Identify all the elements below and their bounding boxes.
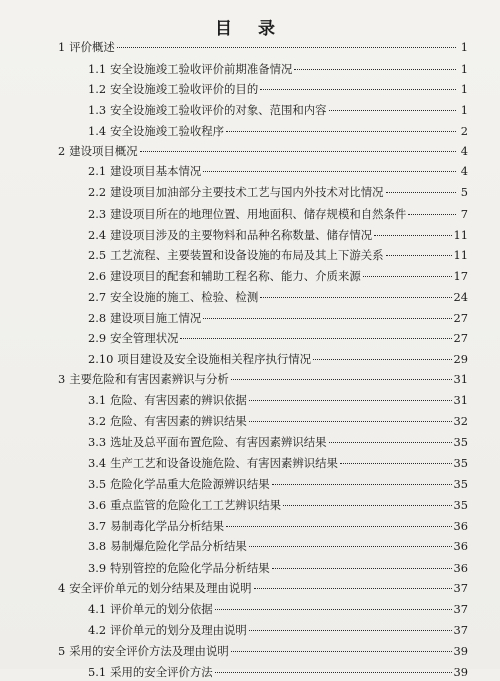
dot-leader [386,255,452,256]
toc-entry-title: 评价概述 [69,40,115,54]
dot-leader [272,568,452,569]
toc-page-number: 37 [453,602,468,616]
toc-chapter-entry [58,579,468,597]
toc-entry-title: 评价单元的划分及理由说明 [110,623,247,637]
toc-entry-number: 3.8 [88,539,107,553]
toc-entry-title: 安全设施竣工验收评价的目的 [110,82,259,96]
toc-section-entry [88,288,468,306]
toc-section-entry [88,162,468,180]
toc-section-entry [88,412,468,430]
dot-leader [215,609,452,610]
toc-section-entry [88,454,468,472]
toc-section-entry [88,183,468,201]
toc-entry-number: 3.7 [88,519,107,533]
toc-page-number: 1 [460,82,468,96]
toc-page-number: 39 [453,665,468,679]
toc-entry-number: 4 [58,581,66,595]
toc-page-number: 4 [460,164,468,178]
toc-entry-title: 危险、有害因素的辨识结果 [110,414,247,428]
toc-page-number: 37 [453,581,468,595]
dot-leader [272,484,452,485]
dot-leader [215,672,452,673]
dot-leader [254,588,452,589]
toc-entry-title: 主要危险和有害因素辨识与分析 [69,372,229,386]
toc-entry-number: 5.1 [88,665,107,679]
toc-entry-title: 建设项目所在的地理位置、用地面积、储存规模和自然条件 [110,207,407,221]
toc-entry-title: 评价单元的划分依据 [110,602,213,616]
dot-leader [374,235,451,236]
toc-page-number: 5 [460,185,468,199]
toc-section-entry [88,205,468,223]
dot-leader [329,442,452,443]
toc-page-number: 24 [453,290,468,304]
toc-entry-title: 建设项目加油部分主要技术工艺与国内外技术对比情况 [110,185,384,199]
toc-chapter-entry [58,142,468,160]
toc-page-number: 2 [460,124,468,138]
toc-page-number: 11 [453,248,468,262]
toc-entry-number: 2.4 [88,228,107,242]
dot-leader [140,151,456,152]
toc-chapter-entry [58,38,468,56]
toc-entry-title: 建设项目概况 [69,144,138,158]
toc-chapter-entry [58,642,468,660]
toc-page-number: 35 [453,456,468,470]
toc-entry-title: 重点监管的危险化工工艺辨识结果 [110,498,281,512]
toc-page-number: 17 [453,269,468,283]
toc-entry-number: 4.2 [88,623,107,637]
dot-leader [329,110,456,111]
dot-leader [117,47,456,48]
toc-entry-number: 3 [58,372,66,386]
toc-section-entry [88,101,468,119]
toc-page-number: 29 [453,352,468,366]
toc-entry-title: 安全评价单元的划分结果及理由说明 [69,581,252,595]
toc-entry-title: 项目建设及安全设施相关程序执行情况 [117,352,312,366]
toc-entry-title: 建设项目的配套和辅助工程名称、能力、介质来源 [110,269,361,283]
dot-leader [283,505,452,506]
dot-leader [249,630,452,631]
toc-entry-title: 建设项目基本情况 [110,164,202,178]
toc-section-entry [88,517,468,535]
toc-entry-title: 安全设施竣工验收评价的对象、范围和内容 [110,103,327,117]
toc-page-number: 36 [453,539,468,553]
toc-page-number: 1 [460,62,468,76]
toc-entry-number: 3.5 [88,477,107,491]
dot-leader [231,651,452,652]
dot-leader [386,192,456,193]
dot-leader [249,546,452,547]
toc-section-entry [88,433,468,451]
toc-entry-number: 2.10 [88,352,114,366]
toc-entry-number: 2.2 [88,185,107,199]
toc-entry-title: 安全设施的施工、检验、检测 [110,290,259,304]
toc-entry-number: 3.3 [88,435,107,449]
toc-entry-title: 安全设施竣工验收评价前期准备情况 [110,62,293,76]
toc-entry-number: 2.5 [88,248,107,262]
dot-leader [249,400,452,401]
toc-entry-title: 安全管理状况 [110,331,179,345]
toc-page-number: 27 [453,331,468,345]
toc-section-entry [88,60,468,78]
toc-entry-title: 采用的安全评价方法及理由说明 [69,644,229,658]
toc-entry-title: 危险化学品重大危险源辨识结果 [110,477,270,491]
toc-section-entry [88,600,468,618]
toc-entry-number: 2.6 [88,269,107,283]
dot-leader [363,276,452,277]
toc-entry-number: 3.2 [88,414,107,428]
toc-entry-title: 易制毒化学品分析结果 [110,519,225,533]
toc-entry-number: 4.1 [88,602,107,616]
dot-leader [294,69,456,70]
toc-page-number: 36 [453,561,468,575]
toc-entry-number: 1.4 [88,124,107,138]
toc-section-entry [88,391,468,409]
toc-page-number: 37 [453,623,468,637]
toc-entry-title: 易制爆危险化学品分析结果 [110,539,247,553]
toc-entry-number: 1 [58,40,66,54]
toc-entry-number: 2.3 [88,207,107,221]
toc-entry-title: 危险、有害因素的辨识依据 [110,393,247,407]
toc-page-number: 1 [460,103,468,117]
toc-section-entry [88,329,468,347]
dot-leader [313,359,451,360]
toc-section-entry [88,663,468,681]
toc-page-number: 35 [453,477,468,491]
toc-section-entry [88,621,468,639]
toc-page-number: 1 [460,40,468,54]
dot-leader [408,214,456,215]
toc-section-entry [88,350,468,368]
dot-leader [260,89,456,90]
toc-entry-title: 安全设施竣工验收程序 [110,124,225,138]
toc-entry-title: 建设项目施工情况 [110,311,202,325]
toc-entry-number: 2.7 [88,290,107,304]
toc-section-entry [88,309,468,327]
dot-leader [231,379,452,380]
toc-entry-number: 3.1 [88,393,107,407]
toc-page-number: 11 [453,228,468,242]
toc-entry-title: 特别管控的危险化学品分析结果 [110,561,270,575]
toc-entry-title: 生产工艺和设备设施危险、有害因素辨识结果 [110,456,338,470]
toc-page-number: 32 [453,414,468,428]
dot-leader [203,171,456,172]
toc-entry-number: 2.1 [88,164,107,178]
toc-section-entry [88,267,468,285]
toc-section-entry [88,246,468,264]
toc-entry-number: 1.3 [88,103,107,117]
toc-entry-number: 1.2 [88,82,107,96]
toc-entry-number: 2.9 [88,331,107,345]
toc-page-number: 31 [453,372,468,386]
toc-entry-number: 3.9 [88,561,107,575]
dot-leader [226,526,451,527]
toc-page-number: 27 [453,311,468,325]
toc-entry-number: 5 [58,644,66,658]
toc-section-entry [88,559,468,577]
toc-entry-title: 选址及总平面布置危险、有害因素辨识结果 [110,435,327,449]
toc-entry-number: 3.6 [88,498,107,512]
toc-section-entry [88,80,468,98]
toc-entry-title: 采用的安全评价方法 [110,665,213,679]
toc-section-entry [88,475,468,493]
toc-section-entry [88,496,468,514]
dot-leader [249,421,452,422]
toc-entry-number: 2 [58,144,66,158]
toc-entry-number: 3.4 [88,456,107,470]
toc-page-number: 35 [453,435,468,449]
toc-page-number: 7 [460,207,468,221]
toc-entry-number: 2.8 [88,311,107,325]
page-title: 目 录 [215,19,285,39]
toc-chapter-entry [58,370,468,388]
toc-section-entry [88,537,468,555]
toc-entry-number: 1.1 [88,62,107,76]
dot-leader [260,297,451,298]
toc-page-number: 39 [453,644,468,658]
toc-section-entry [88,122,468,140]
dot-leader [340,463,452,464]
dot-leader [180,338,451,339]
toc-entry-title: 工艺流程、主要装置和设备设施的布局及其上下游关系 [110,248,384,262]
dot-leader [203,318,451,319]
toc-page-number: 31 [453,393,468,407]
toc-page-number: 4 [460,144,468,158]
toc-section-entry [88,226,468,244]
toc-page-number: 36 [453,519,468,533]
toc-entry-title: 建设项目涉及的主要物料和品种名称数量、储存情况 [110,228,373,242]
dot-leader [226,131,456,132]
toc-page-number: 35 [453,498,468,512]
